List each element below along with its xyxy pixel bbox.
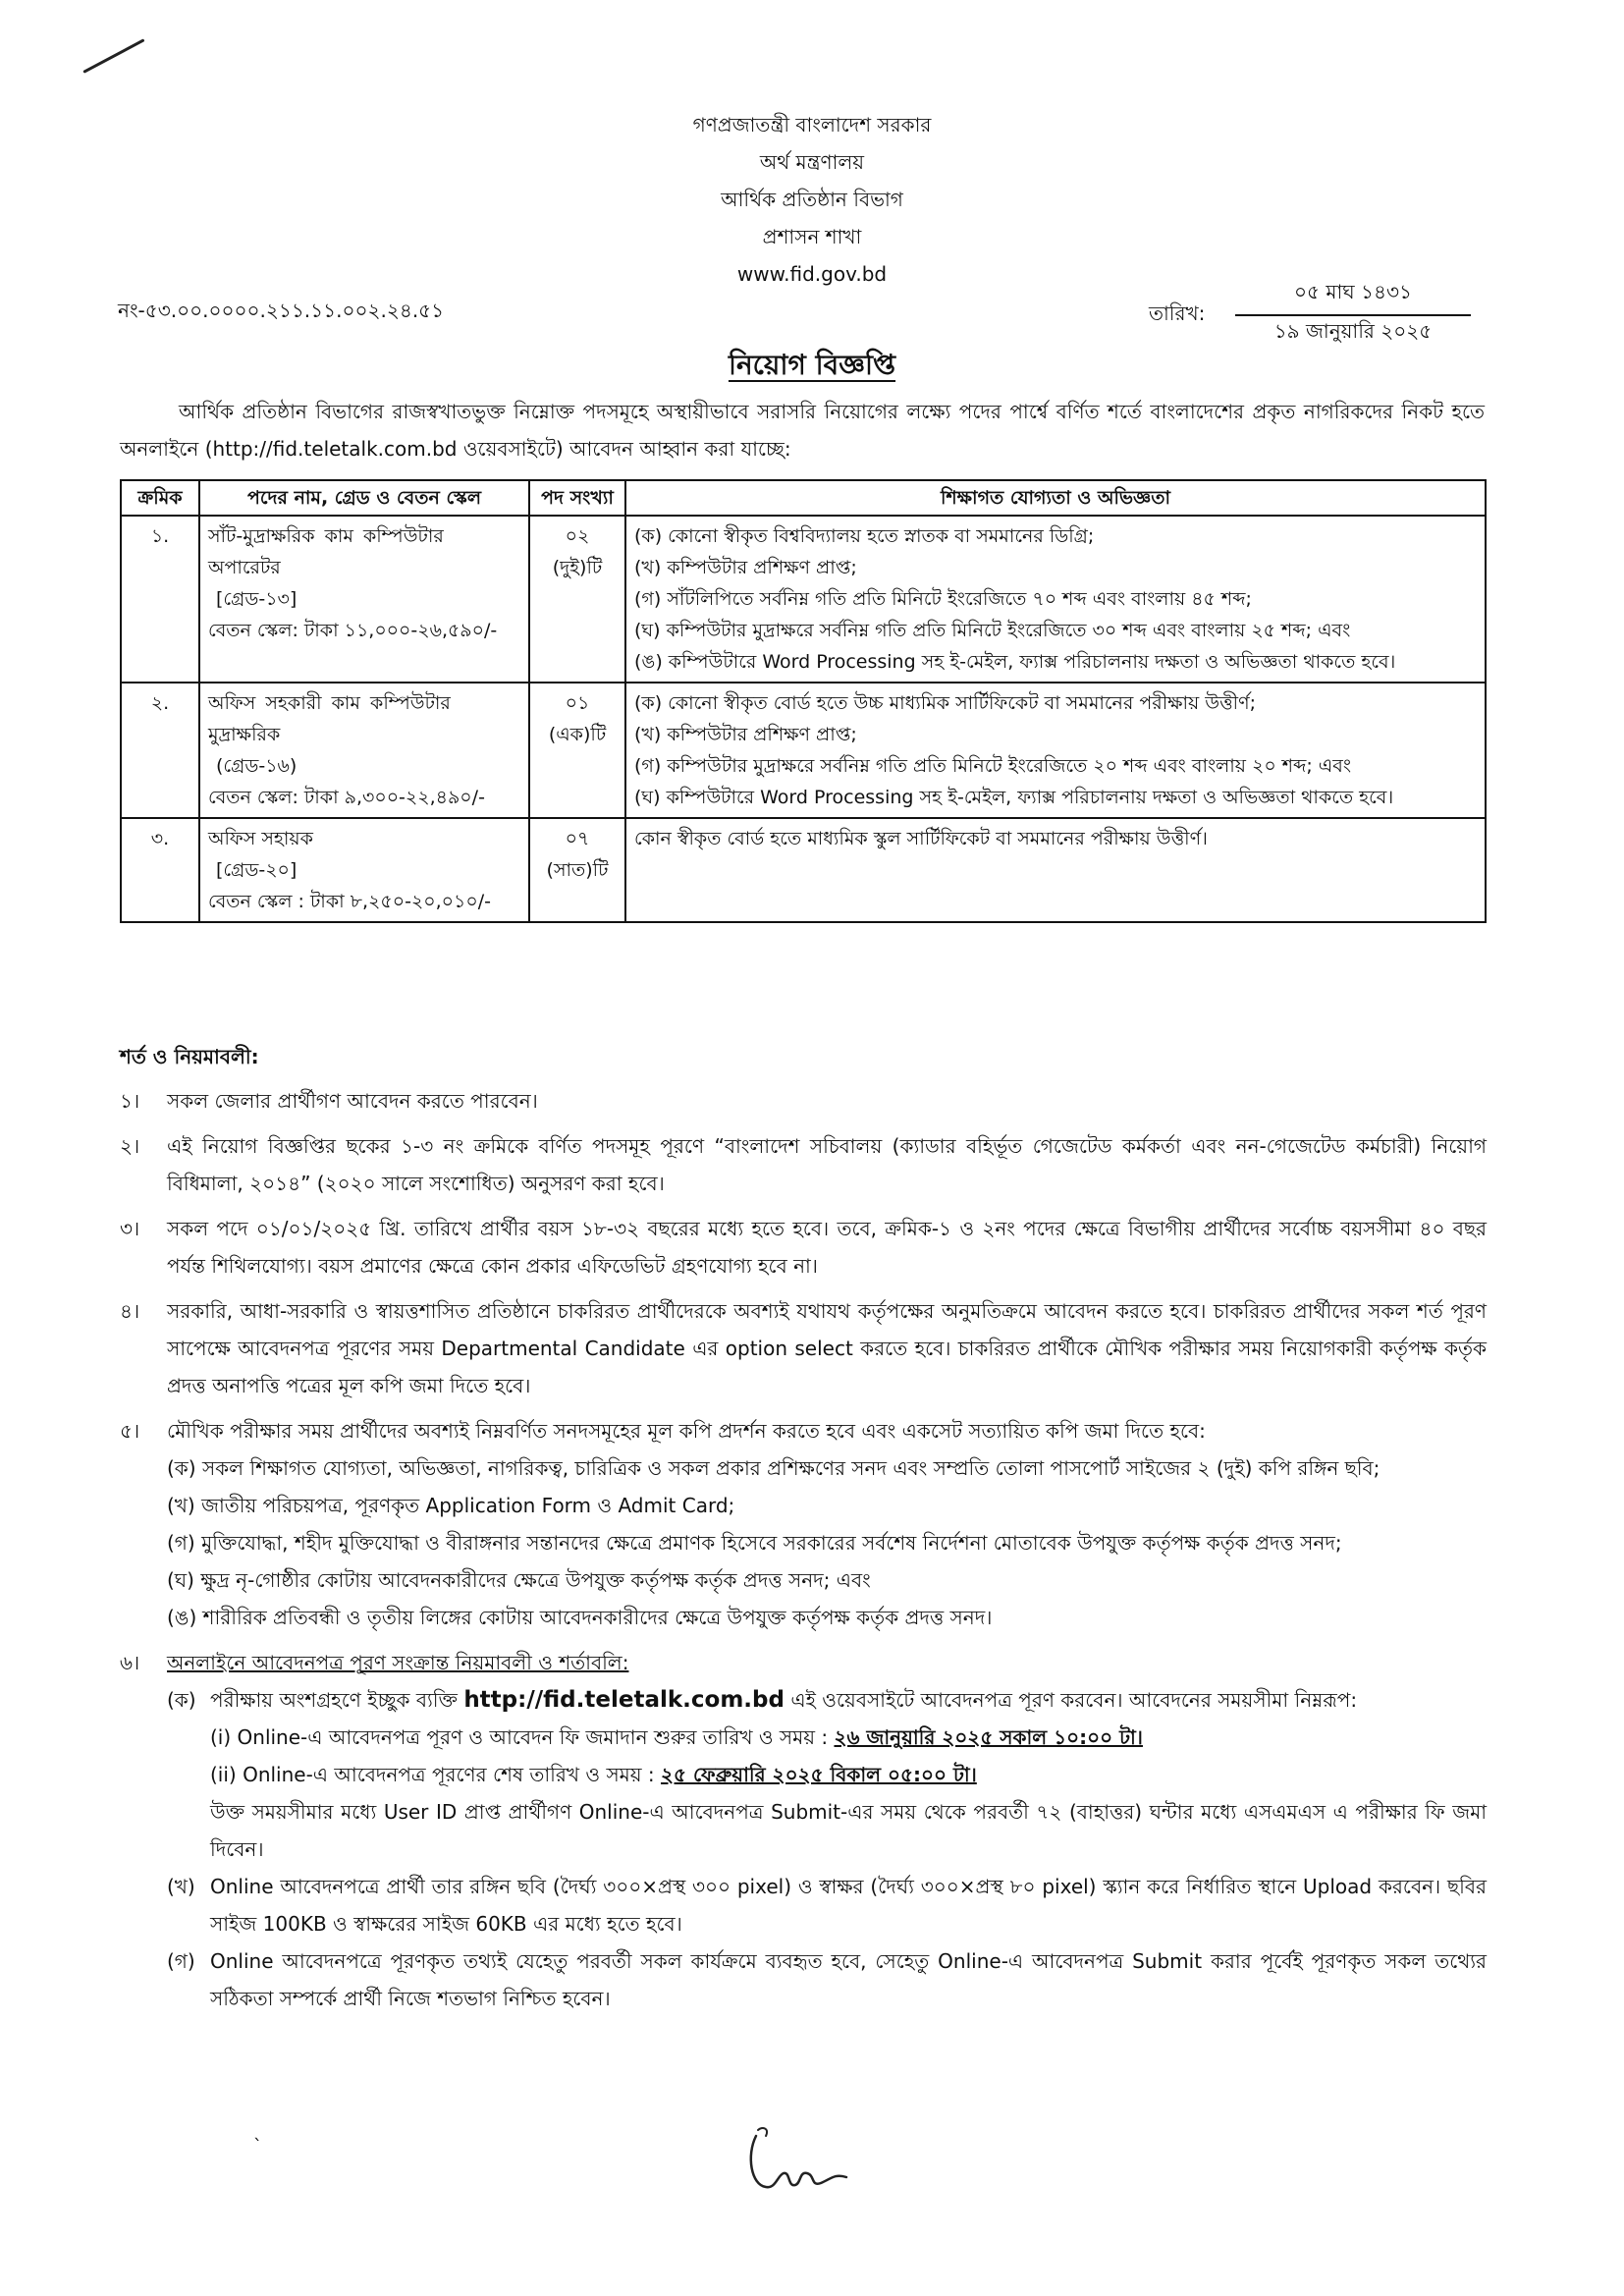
memo-number: নং-৫৩.০০.০০০০.২১১.১১.০০২.২৪.৫১ [118,299,445,322]
govt-name: গণপ্রজাতন্ত্রী বাংলাদেশ সরকার [692,113,932,137]
post-name: অফিস সহকারী কাম কম্পিউটার মুদ্রাক্ষরিক [208,692,451,745]
term-text: সকল পদে ০১/০১/২০২৫ খ্রি. তারিখে প্রার্থীর বয়স ১৮-৩২ বছরের মধ্যে হতে হবে। তবে, ক্রমিক-১ ও ২নং পদের ক্ষেত্রে বিভাগীয় প্রার্থীদের সর্বোচ্চ বয়সসীমা ৪০ বছর পর্যন্ত শিথিলযোগ্য। বয়স প্রমাণের ক্ষেত্রে কোন প্রকার এফিডেভিট গ্রহণযোগ্য হবে না। [167,1217,1487,1278]
post-scale: বেতন স্কেল: টাকা ১১,০০০-২৬,৫৯০/- [208,620,498,641]
document-item: (খ) জাতীয় পরিচয়পত্র, পূরণকৃত Application Form ও Admit Card; [167,1494,735,1517]
rule-text: পরীক্ষায় অংশগ্রহণে ইচ্ছুক ব্যক্তি [210,1688,458,1712]
count-number: ০২ [565,525,590,547]
term-number: ৪। [120,1299,140,1323]
fee-note: উক্ত সময়সীমার মধ্যে User ID প্রাপ্ত প্রার্থীগণ Online-এ আবেদনপত্র Submit-এর সময় থেকে পরবর্তী ৭২ (বাহাত্তর) ঘন্টার মধ্যে এসএমএস এ পরীক্ষার ফি জমা দিবেন। [210,1800,1487,1861]
row-post-info [199,516,529,683]
header-qualification: শিক্ষাগত যোগ্যতা ও অভিজ্ঞতা [625,480,1486,516]
header-post-count: পদ সংখ্যা [529,480,625,516]
term-body [167,1644,1487,2017]
table-row [121,818,1486,922]
table-row [121,683,1486,818]
online-rule-c [167,1942,1487,2017]
document-item: (গ) মুক্তিযোদ্ধা, শহীদ মুক্তিযোদ্ধা ও বীরাঙ্গনার সন্তানদের ক্ষেত্রে প্রমাণক হিসেবে সরকারের সর্বশেষ নির্দেশনা মোতাবেক উপযুক্ত কর্তৃপক্ষ কর্তৃক প্রদত্ত সনদ; [167,1531,1342,1555]
post-name: সাঁট-মুদ্রাক্ষরিক কাম কম্পিউটার অপারেটর [208,525,444,578]
row-qualifications [625,818,1486,922]
teletalk-url-link[interactable]: http://fid.teletalk.com.bd [463,1687,785,1713]
term-item [120,1127,1487,1202]
header-serial: ক্রমিক [121,480,199,516]
term-number: ১। [120,1089,140,1113]
qualification-item: (ঘ) কম্পিউটার মুদ্রাক্ষরে সর্বনিম্ন গতি প্রতি মিনিটে ইংরেজিতে ৩০ শব্দ এবং বাংলায় ২৫ শব্দ; এবং [634,620,1351,641]
ministry-name: অর্থ মন্ত্রণালয় [759,150,865,174]
terms-list [120,1082,1487,2025]
count-words: (দুই)টি [552,557,603,578]
term-item [120,1082,1487,1120]
count-number: ০৭ [565,828,590,849]
page-title: নিয়োগ বিজ্ঞপ্তি [728,349,896,381]
qualification-item: (ক) কোনো স্বীকৃত বোর্ড হতে উচ্চ মাধ্যমিক সার্টিফিকেট বা সমমানের পরীক্ষায় উত্তীর্ণ; [634,692,1257,714]
row-qualifications [625,516,1486,683]
division-name: আর্থিক প্রতিষ্ঠান বিভাগ [721,188,903,211]
qualification-item: (ঙ) কম্পিউটারে Word Processing সহ ই-মেইল, ফ্যাক্স পরিচালনায় দক্ষতা ও অভিজ্ঞতা থাকতে হবে। [634,651,1396,673]
end-date-label: (ii) Online-এ আবেদনপত্র পূরণের শেষ তারিখ ও সময় : [210,1763,655,1786]
qualification-item: (গ) সাঁটলিপিতে সর্বনিম্ন গতি প্রতি মিনিটে ইংরেজিতে ৭০ শব্দ এবং বাংলায় ৪৫ শব্দ; [634,588,1252,610]
term-text: সরকারি, আধা-সরকারি ও স্বায়ত্তশাসিত প্রতিষ্ঠানে চাকরিরত প্রার্থীদেরকে অবশ্যই যথাযথ কর্তৃপক্ষের অনুমতিক্রমে আবেদন করতে হবে। চাকরিরত প্রার্থীদের সকল শর্ত পূরণ সাপেক্ষে আবেদনপত্র পূরণের সময় Departmental Candidate এর option select করতে হবে। চাকরিরত প্রার্থীকে মৌখিক পরীক্ষার সময় নিয়োগকারী কর্তৃপক্ষ কর্তৃক প্রদত্ত অনাপত্তি পত্রের মূল কপি জমা দিতে হবে। [167,1299,1487,1397]
rule-text: এই ওয়েবসাইটে আবেদনপত্র পূরণ করবেন। আবেদনের সময়সীমা নিম্নরূপ: [790,1688,1358,1712]
count-words: (সাত)টি [546,859,609,881]
post-grade: (গ্রেড-১৬) [216,755,298,777]
rule-body [210,1681,1487,1868]
table-header-row [121,480,1486,516]
post-scale: বেতন স্কেল : টাকা ৮,২৫০-২০,০১০/- [208,891,491,912]
date-bangla: ০৫ মাঘ ১৪৩১ [1235,278,1471,316]
term-number: ৩। [120,1217,140,1240]
document-item: (ক) সকল শিক্ষাগত যোগ্যতা, অভিজ্ঞতা, নাগরিকত্ব, চারিত্রিক ও সকল প্রকার প্রশিক্ষণের সনদ এবং সম্প্রতি তোলা পাসপোর্ট সাইজের ২ (দুই) কপি রঙ্গিন ছবি; [167,1456,1380,1480]
row-post-info [199,683,529,818]
document-item: (ঙ) শারীরিক প্রতিবন্ধী ও তৃতীয় লিঙ্গের কোটায় আবেদনকারীদের ক্ষেত্রে উপযুক্ত কর্তৃপক্ষ কর্তৃক প্রদত্ত সনদ। [167,1606,993,1629]
qualification-item: (খ) কম্পিউটার প্রশিক্ষণ প্রাপ্ত; [634,724,857,745]
online-rule-a [167,1681,1487,1868]
online-rules-heading: অনলাইনে আবেদনপত্র পূরণ সংক্রান্ত নিয়মাবলী ও শর্তাবলি: [167,1651,629,1674]
term-text: এই নিয়োগ বিজ্ঞপ্তির ছকের ১-৩ নং ক্রমিকে বর্ণিত পদসমূহ পূরণে “বাংলাদেশ সচিবালয় (ক্যাডার বহির্ভূত গেজেটেড কর্মকর্তা এবং নন-গেজেটেড কর্মচারী) নিয়োগ বিধিমালা, ২০১৪” (২০২০ সালে সংশোধিত) অনুসরণ করা হবে। [167,1134,1487,1195]
term-item [120,1412,1487,1636]
row-count [529,818,625,922]
post-scale: বেতন স্কেল: টাকা ৯,৩০০-২২,৪৯০/- [208,787,485,808]
row-post-info [199,818,529,922]
intro-paragraph: আর্থিক প্রতিষ্ঠান বিভাগের রাজস্বখাতভুক্ত নিম্নোক্ত পদসমূহে অস্থায়ীভাবে সরাসরি নিয়োগের লক্ষ্যে পদের পার্শ্বে বর্ণিত শর্তে বাংলাদেশের প্রকৃত নাগরিকদের নিকট হতে অনলাইনে (http://fid.teletalk.com.bd ওয়েবসাইটে) আবেদন আহ্বান করা যাচ্ছে: [120,400,1485,461]
term-number: ২। [120,1134,140,1158]
letterhead [0,106,1624,293]
website: www.fid.gov.bd [736,262,888,286]
table-row [121,516,1486,683]
term-item [120,1210,1487,1285]
post-name: অফিস সহায়ক [208,828,313,849]
rule-label: (ক) [167,1688,196,1712]
rule-label: (খ) [167,1875,195,1898]
document-item: (ঘ) ক্ষুদ্র নৃ-গোষ্ঠীর কোটায় আবেদনকারীদের ক্ষেত্রে উপযুক্ত কর্তৃপক্ষ কর্তৃক প্রদত্ত সনদ; এবং [167,1568,871,1592]
header-post-name: পদের নাম, গ্রেড ও বেতন স্কেল [199,480,529,516]
start-date-label: (i) Online-এ আবেদনপত্র পূরণ ও আবেদন ফি জমাদান শুরুর তারিখ ও সময় : [210,1725,829,1749]
term-item [120,1644,1487,2017]
post-grade: [গ্রেড-২০] [216,859,298,881]
row-serial: ২. [121,683,199,818]
qualification-item: (ক) কোনো স্বীকৃত বিশ্ববিদ্যালয় হতে স্নাতক বা সমমানের ডিগ্রি; [634,525,1095,547]
online-rule-b [167,1868,1487,1942]
qualification-item: (গ) কম্পিউটার মুদ্রাক্ষরে সর্বনিম্ন গতি প্রতি মিনিটে ইংরেজিতে ২০ শব্দ এবং বাংলায় ২০ শব্দ; এবং [634,755,1352,777]
term-item [120,1292,1487,1404]
term-number: ৬। [120,1651,140,1674]
row-qualifications [625,683,1486,818]
branch-name: প্রশাসন শাখা [762,225,862,248]
terms-heading: শর্ত ও নিয়মাবলী: [120,1045,259,1068]
stray-mark: ˎ [253,2121,262,2142]
end-date-value: ২৫ ফেব্রুয়ারি ২০২৫ বিকাল ০৫:০০ টা। [661,1763,977,1786]
rule-text: Online আবেদনপত্রে প্রার্থী তার রঙ্গিন ছবি (দৈর্ঘ্য ৩০০×প্রস্থ ৩০০ pixel) ও স্বাক্ষর (দৈর্ঘ্য ৩০০×প্রস্থ ৮০ pixel) স্ক্যান করে নির্ধারিত স্থানে Upload করবেন। ছবির সাইজ 100KB ও স্বাক্ষরের সাইজ 60KB এর মধ্যে হতে হবে। [210,1875,1487,1936]
row-count [529,683,625,818]
qualification-item: কোন স্বীকৃত বোর্ড হতে মাধ্যমিক স্কুল সার্টিফিকেট বা সমমানের পরীক্ষায় উত্তীর্ণ। [634,828,1208,849]
signature-image [736,2116,864,2205]
row-count [529,516,625,683]
date-english: ১৯ জানুয়ারি ২০২৫ [1273,319,1433,343]
term-number: ৫। [120,1419,140,1443]
posts-table [120,479,1487,923]
post-grade: [গ্রেড-১৩] [216,588,298,610]
term-body [167,1412,1487,1636]
rule-text: Online আবেদনপত্রে পূরণকৃত তথ্যই যেহেতু পরবর্তী সকল কার্যক্রমে ব্যবহৃত হবে, সেহেতু Online-এ আবেদনপত্র Submit করার পূর্বেই পূরণকৃত সকল তথ্যের সঠিকতা সম্পর্কে প্রার্থী নিজে শতভাগ নিশ্চিত হবেন। [210,1949,1487,2010]
pen-mark [82,38,144,74]
row-serial: ১. [121,516,199,683]
term-text: মৌখিক পরীক্ষার সময় প্রার্থীদের অবশ্যই নিম্নবর্ণিত সনদসমূহের মূল কপি প্রদর্শন করতে হবে এবং একসেট সত্যায়িত কপি জমা দিতে হবে: [167,1419,1206,1443]
term-text: সকল জেলার প্রার্থীগণ আবেদন করতে পারবেন। [167,1089,538,1113]
row-serial: ৩. [121,818,199,922]
qualification-item: (খ) কম্পিউটার প্রশিক্ষণ প্রাপ্ত; [634,557,857,578]
count-words: (এক)টি [548,724,607,745]
date-label: তারিখ: [1149,301,1206,325]
start-date-value: ২৬ জানুয়ারি ২০২৫ সকাল ১০:০০ টা। [834,1725,1143,1749]
rule-label: (গ) [167,1949,195,1973]
count-number: ০১ [565,692,590,714]
qualification-item: (ঘ) কম্পিউটারে Word Processing সহ ই-মেইল, ফ্যাক্স পরিচালনায় দক্ষতা ও অভিজ্ঞতা থাকতে হবে। [634,787,1394,808]
